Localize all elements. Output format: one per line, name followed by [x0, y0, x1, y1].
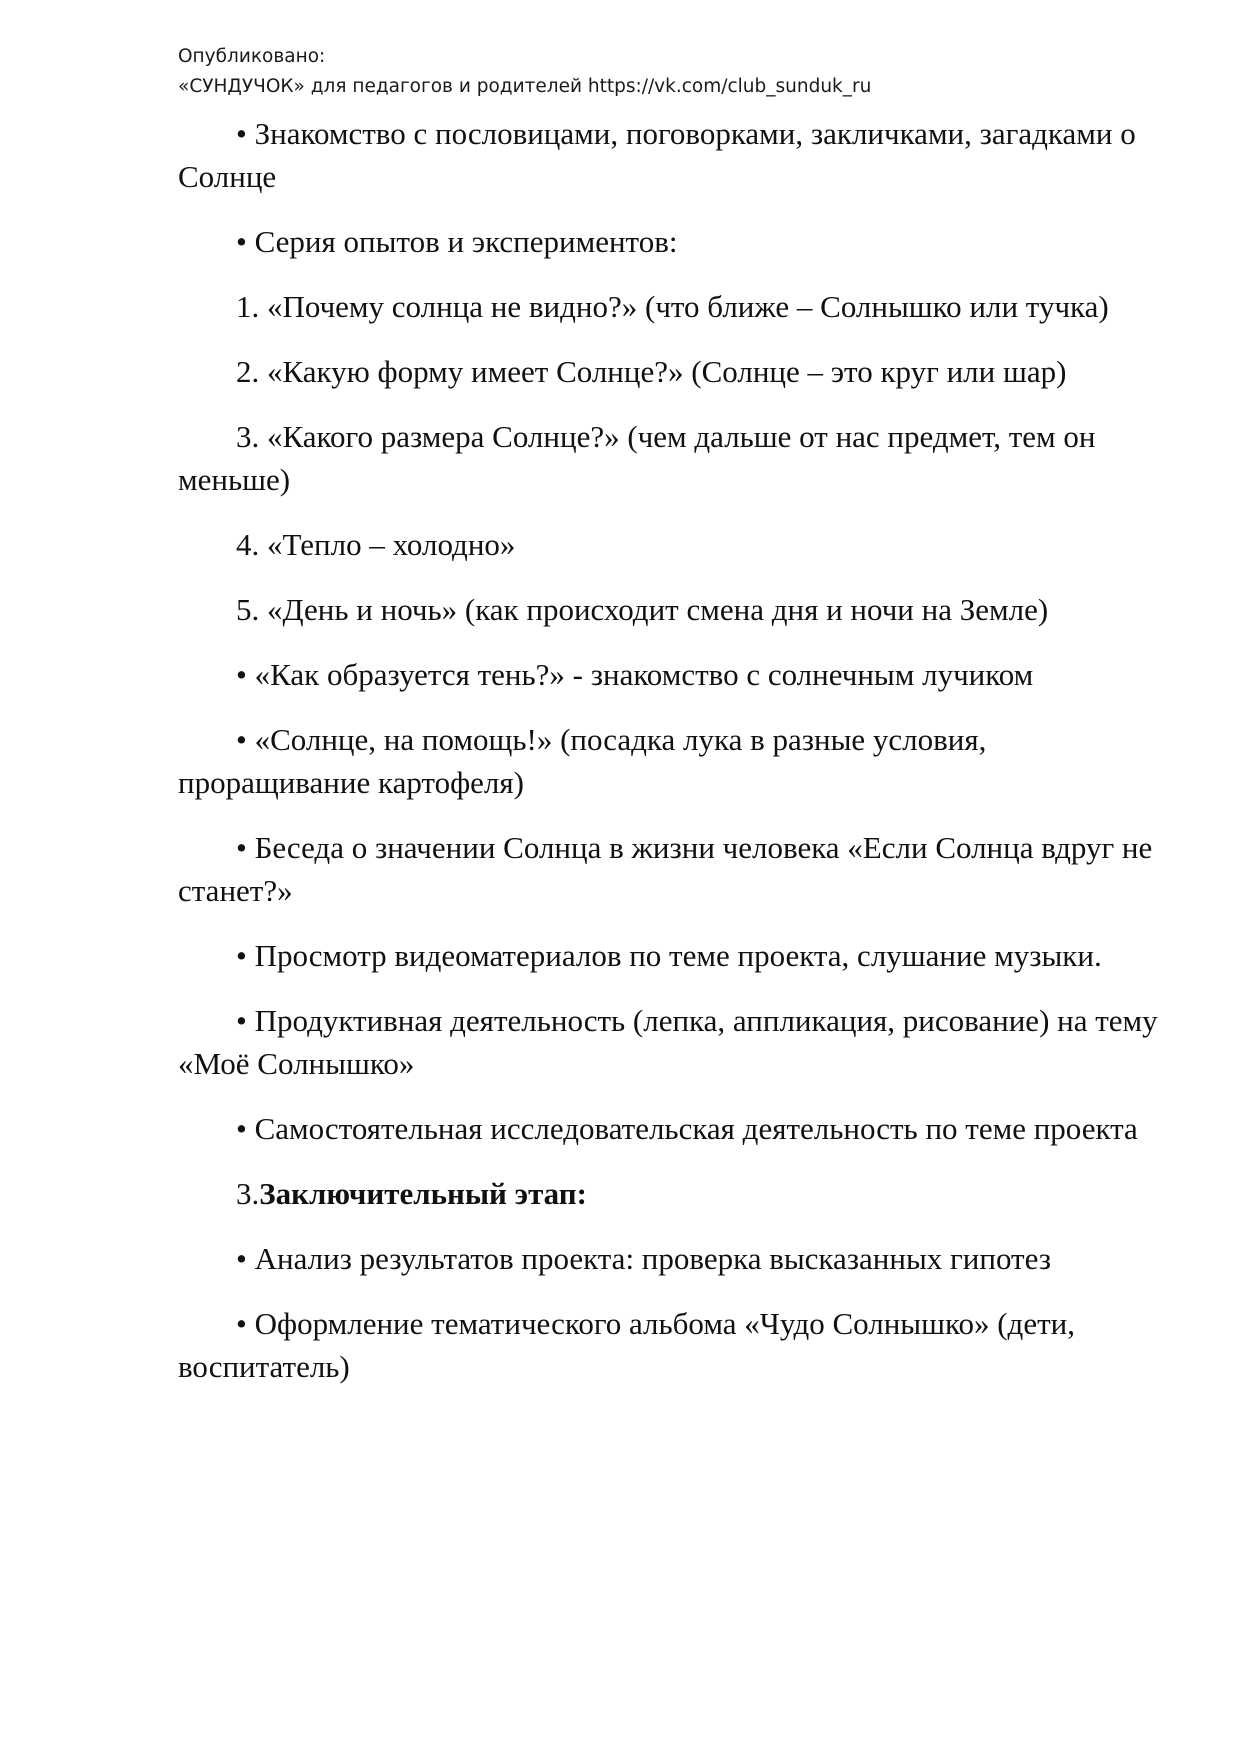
header-source-line: «СУНДУЧОК» для педагогов и родителей https://vk.com/club_sunduk_ru — [178, 76, 872, 97]
stage-heading — [178, 1172, 1178, 1215]
paragraph-experiment-5: 5. «День и ночь» (как происходит смена дня и ночи на Земле) — [236, 592, 1049, 627]
paragraph-conversation: • Беседа о значении Солнца в жизни человека «Если Солнца вдруг не станет?» — [178, 830, 1153, 908]
paragraph-analysis: • Анализ результатов проекта: проверка высказанных гипотез — [236, 1241, 1051, 1276]
publication-header — [178, 42, 871, 102]
paragraph-experiment-1: 1. «Почему солнца не видно?» (что ближе – Солнышко или тучка) — [236, 289, 1109, 324]
document-body — [178, 112, 1178, 1410]
paragraph-experiment-3: 3. «Какого размера Солнце?» (чем дальше от нас предмет, тем он меньше) — [178, 419, 1096, 497]
paragraph-experiment-2: 2. «Какую форму имеет Солнце?» (Солнце – это круг или шар) — [236, 354, 1067, 389]
header-published-label: Опубликовано: — [178, 46, 326, 67]
paragraph-sun-help: • «Солнце, на помощь!» (посадка лука в разные условия, проращивание картофеля) — [178, 722, 987, 800]
paragraph-research: • Самостоятельная исследовательская деятельность по теме проекта — [236, 1111, 1138, 1146]
paragraph-proverbs: • Знакомство с пословицами, поговорками, закличками, загадками о Солнце — [178, 116, 1136, 194]
paragraph-shadow: • «Как образуется тень?» - знакомство с солнечным лучиком — [236, 657, 1034, 692]
paragraph-experiment-4: 4. «Тепло – холодно» — [236, 527, 516, 562]
paragraph-experiments-intro: • Серия опытов и экспериментов: — [236, 224, 678, 259]
paragraph-album: • Оформление тематического альбома «Чудо Солнышко» (дети, воспитатель) — [178, 1306, 1075, 1384]
stage-title: Заключительный этап: — [259, 1176, 587, 1211]
paragraph-productive: • Продуктивная деятельность (лепка, аппликация, рисование) на тему «Моё Солнышко» — [178, 1003, 1158, 1081]
paragraph-video: • Просмотр видеоматериалов по теме проекта, слушание музыки. — [236, 938, 1102, 973]
stage-number: 3. — [236, 1176, 260, 1211]
